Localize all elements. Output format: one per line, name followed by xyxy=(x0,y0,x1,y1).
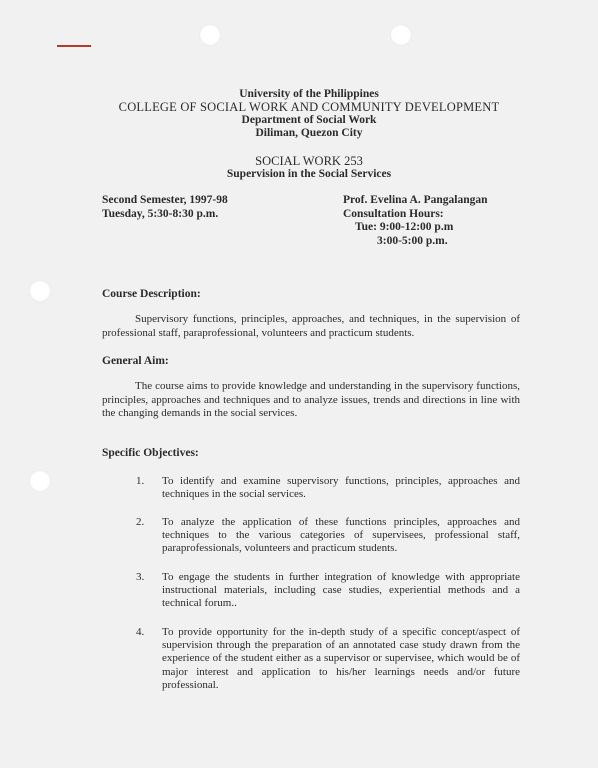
objective-number: 4. xyxy=(136,626,145,638)
consultation-hours-1: Tue: 9:00-12:00 p.m xyxy=(355,221,454,233)
objective-text: To engage the students in further integration of knowledge with appropriate instructional materials, including case studies, experiential methods and a technical forum.. xyxy=(162,571,520,610)
consultation-hours-2: 3:00-5:00 p.m. xyxy=(377,234,448,247)
course-code: SOCIAL WORK 253 xyxy=(255,154,363,168)
objective-item xyxy=(136,571,520,611)
general-aim-paragraph: The course aims to provide knowledge and understanding in the supervisory functions, principles, approaches and techniques and to analyze issues, trends and directions in line with the changing demands in the social services. xyxy=(102,380,520,419)
college-name: COLLEGE OF SOCIAL WORK AND COMMUNITY DEVELOPMENT xyxy=(118,100,500,114)
general-aim-text xyxy=(102,380,520,421)
objective-text: To identify and examine supervisory functions, principles, approaches and techniques in the social services. xyxy=(162,475,520,501)
location: Diliman, Quezon City xyxy=(255,127,363,139)
objective-text: To provide opportunity for the in-depth study of a specific concept/aspect of supervision through the preparation of an annotated case study drawn from the experience of the student either as a supervisor or supervisee, which would be of major interest and application to his/her learnings needs and/or future professional. xyxy=(162,626,520,691)
objective-item xyxy=(136,475,520,501)
punch-hole xyxy=(29,280,51,302)
punch-hole xyxy=(199,24,221,46)
ink-mark xyxy=(57,45,91,47)
objective-text: To analyze the application of these functions principles, approaches and techniques to the various categories of supervisees, professional staff, paraprofessionals, volunteers and practicum students. xyxy=(162,516,520,555)
instructor-block xyxy=(343,194,488,248)
punch-hole xyxy=(390,24,412,46)
instructor-name: Prof. Evelina A. Pangalangan xyxy=(343,194,488,206)
course-description-paragraph: Supervisory functions, principles, approaches, and techniques, in the supervision of professional staff, paraprofessional, volunteers and practicum students. xyxy=(102,313,520,339)
department-name: Department of Social Work xyxy=(241,114,377,126)
course-heading xyxy=(100,155,518,181)
objective-number: 2. xyxy=(136,516,145,528)
university-name: University of the Philippines xyxy=(239,88,379,100)
punch-hole xyxy=(29,470,51,492)
consultation-label: Consultation Hours: xyxy=(343,207,444,220)
objective-number: 1. xyxy=(136,475,145,487)
objective-item xyxy=(136,626,520,692)
semester: Second Semester, 1997-98 xyxy=(102,194,228,206)
course-title: Supervision in the Social Services xyxy=(226,168,392,180)
objective-number: 3. xyxy=(136,571,145,583)
class-time: Tuesday, 5:30-8:30 p.m. xyxy=(102,207,219,220)
general-aim-heading: General Aim: xyxy=(102,355,169,367)
course-description-text xyxy=(102,313,520,340)
schedule-block xyxy=(102,194,228,221)
specific-objectives-heading: Specific Objectives: xyxy=(102,447,199,459)
objective-item xyxy=(136,516,520,556)
course-description-heading: Course Description: xyxy=(102,288,201,300)
document-header xyxy=(100,88,518,140)
